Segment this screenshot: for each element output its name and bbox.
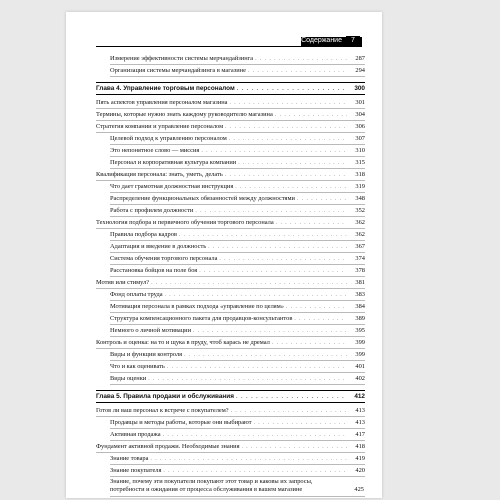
toc-entry-page: 399 [355,339,365,346]
toc-leader-dots [230,97,347,109]
toc-entry-title: Продавцы и методы работы, которые они выбирают [110,419,252,426]
toc-entry-title: Измерение эффективности системы мерчандайзинга [110,55,254,62]
toc-line [110,133,365,145]
toc-line [110,265,365,277]
toc-line [110,53,365,65]
toc-line [110,65,365,77]
toc-entry-title: Глава 5. Правила продажи и обслуживания [96,393,234,400]
toc-entry-title: Виды и функции контроля [110,351,183,358]
toc-line [110,417,365,429]
toc-entry-title: Знание покупателя [110,467,162,474]
toc-entry-page: 412 [354,393,365,400]
toc-entry[interactable] [66,349,382,361]
toc-entry[interactable] [66,289,382,301]
toc-leader-dots [225,169,347,181]
toc-leader-dots [193,325,347,337]
toc-line [110,325,365,337]
toc-line [96,109,365,121]
toc-entry-page: 413 [355,419,365,426]
toc-entry-title: Структура компенсационного пакета для продавцов-консультантов [110,315,293,322]
toc-line [96,391,365,403]
toc-entry-title: Активная продажа [110,431,161,438]
toc-leader-dots [163,429,347,441]
toc-entry[interactable] [66,109,382,121]
toc-line [96,83,365,95]
toc-leader-dots [201,145,347,157]
toc-entry-page: 413 [355,407,365,414]
toc-entry[interactable] [66,229,382,241]
toc-line [110,465,365,477]
toc-leader-dots [150,453,347,465]
toc-entry-title: Квалификация персонала: знать, уметь, делать [96,171,223,178]
toc-entry-title: Что и как оценивать [110,363,165,370]
toc-entry-title: Контроль и оценка: на то и щука в пруду, чтоб карась не дремал [96,339,270,346]
toc-entry[interactable] [66,253,382,265]
toc-entry[interactable] [66,465,382,477]
toc-leader-dots [165,289,347,301]
toc-entry[interactable] [66,301,382,313]
toc-entry-page: 418 [355,443,365,450]
toc-entry[interactable] [66,477,382,497]
toc-entry-page: 294 [355,67,365,74]
toc-entry-page: 348 [355,195,365,202]
running-header-title: Содержание [301,37,342,44]
toc-entry-title: Виды оценки [110,375,147,382]
toc-entry[interactable] [66,205,382,217]
toc-entry-page: 420 [355,467,365,474]
toc-entry-title: Система обучения торгового персонала [110,255,218,262]
toc-line [110,349,365,361]
toc-leader-dots [208,241,347,253]
toc-entry-title: Распределение функциональных обязанностей между должностями [110,195,295,202]
toc-leader-dots [229,133,347,145]
toc-entry[interactable] [66,429,382,441]
toc-entry[interactable] [66,313,382,325]
toc-line [110,453,365,465]
toc-entry[interactable] [66,453,382,465]
toc-line [110,205,365,217]
toc-line [96,217,365,229]
toc-entry-page: 319 [355,183,365,190]
toc-entry-title: Это непонятное слово — миссия [110,147,200,154]
toc-entry[interactable] [66,337,382,349]
toc-leader-dots [248,65,347,77]
toc-entry-title: Знание, почему эти покупатели покупают этот товар и каковы их запросы, потребности и ожидания от процесса обслуживания в вашем магазине [110,478,313,493]
toc-line [110,193,365,205]
toc-line [110,373,365,385]
toc-leader-dots [236,391,347,403]
toc-leader-dots [275,109,347,121]
toc-entry[interactable] [66,121,382,133]
toc-line [110,181,365,193]
toc-entry-page: 374 [355,255,365,262]
toc-entry-page: 399 [355,351,365,358]
toc-entry[interactable] [66,241,382,253]
toc-chapter[interactable] [66,83,382,95]
toc-entry-title: Стратегия компании и управление персоналом [96,123,224,130]
toc-chapter[interactable] [66,391,382,403]
toc-entry[interactable] [66,325,382,337]
page-number: 7 [346,36,360,46]
toc-entry-title: Правила подбора кадров [110,231,177,238]
toc-line [96,121,365,133]
toc-leader-dots [276,217,347,229]
toc-leader-dots [297,193,347,205]
toc-line [110,157,365,169]
toc-entry[interactable] [66,97,382,109]
toc-line [110,361,365,373]
toc-leader-dots [238,157,347,169]
toc-line [96,337,365,349]
toc-entry-page: 381 [355,279,365,286]
toc-entry-page: 352 [355,207,365,214]
toc-entry-page: 300 [354,85,365,92]
toc-entry-title: Знание товара [110,455,149,462]
toc-leader-dots [237,83,347,95]
toc-line [110,477,365,497]
toc-entry-title: Немного о личной мотивации [110,327,192,334]
toc-line [110,313,365,325]
toc-leader-dots [163,465,347,477]
toc-entry-page: 389 [355,315,365,322]
toc-entry[interactable] [66,65,382,77]
toc-leader-dots [225,121,347,133]
toc-entry-title: Мотив или стимул? [96,279,150,286]
toc-line [110,429,365,441]
toc-entry[interactable] [66,265,382,277]
table-of-contents [66,12,382,498]
toc-entry-page: 384 [355,303,365,310]
toc-entry-page: 401 [355,363,365,370]
toc-line [110,253,365,265]
toc-entry-title: Термины, которые нужно знать каждому руководителю магазина [96,111,273,118]
toc-leader-dots [286,301,347,313]
toc-leader-dots [255,53,347,65]
toc-entry-title: Работа с профилем должности [110,207,194,214]
toc-entry[interactable] [66,133,382,145]
toc-entry-page: 306 [355,123,365,130]
toc-line [96,277,365,289]
toc-entry-title: Персонал и корпоративная культура компании [110,159,237,166]
toc-leader-dots [231,405,347,417]
toc-leader-dots [242,441,347,453]
toc-entry-page: 362 [355,219,365,226]
toc-leader-dots [148,373,347,385]
toc-entry[interactable] [66,145,382,157]
toc-entry[interactable] [66,441,382,453]
toc-line [110,229,365,241]
toc-entry-title: Готов ли ваш персонал к встрече с покупателем? [96,407,229,414]
toc-entry[interactable] [66,277,382,289]
toc-entry[interactable] [66,157,382,169]
toc-entry-page: 315 [355,159,365,166]
toc-entry[interactable] [66,405,382,417]
toc-leader-dots [235,181,347,193]
toc-entry-page: 304 [355,111,365,118]
toc-entry-page: 425 [354,486,364,493]
toc-entry-title: Фонд оплаты труда [110,291,163,298]
toc-entry-page: 287 [355,55,365,62]
toc-entry-title: Целевой подход к управлению персоналом [110,135,227,142]
toc-entry[interactable] [66,217,382,229]
toc-leader-dots [219,253,347,265]
toc-line [110,289,365,301]
toc-entry[interactable] [66,193,382,205]
toc-leader-dots [195,205,347,217]
toc-entry[interactable] [66,417,382,429]
toc-entry[interactable] [66,181,382,193]
toc-entry-title: Фундамент активной продажи. Необходимые знания [96,443,240,450]
toc-entry-page: 362 [355,231,365,238]
toc-entry-page: 318 [355,171,365,178]
toc-entry-title: Пять аспектов управления персоналом магазина [96,99,228,106]
toc-entry-page: 419 [355,455,365,462]
toc-line [110,145,365,157]
toc-entry-title: Глава 4. Управление торговым персоналом [96,85,235,92]
toc-leader-dots [199,265,347,277]
toc-entry-page: 383 [355,291,365,298]
toc-entry-page: 378 [355,267,365,274]
toc-line [96,405,365,417]
toc-entry-page: 367 [355,243,365,250]
book-page [66,12,382,498]
toc-entry-title: Технология подбора и первичного обучения торгового персонала [96,219,274,226]
toc-entry-page: 402 [355,375,365,382]
toc-line [96,441,365,453]
toc-entry-title: Мотивация персонала в рамках подхода «управление по целям» [110,303,284,310]
toc-leader-dots [167,361,347,373]
toc-entry[interactable] [66,373,382,385]
toc-leader-dots [272,337,347,349]
toc-line [110,301,365,313]
toc-entry-page: 301 [355,99,365,106]
toc-entry[interactable] [66,361,382,373]
toc-entry-title: Расстановка бойцов на поле боя [110,267,198,274]
toc-line [96,97,365,109]
toc-line [96,169,365,181]
toc-entry-title: Адаптация и введение в должность [110,243,207,250]
toc-leader-dots [184,349,347,361]
toc-line [110,241,365,253]
toc-entry-page: 395 [355,327,365,334]
toc-entry-title: Что дает грамотная должностная инструкция [110,183,234,190]
toc-leader-dots [151,277,347,289]
toc-entry-page: 307 [355,135,365,142]
toc-entry-page: 417 [355,431,365,438]
toc-entry-title: Организация системы мерчандайзинга в магазине [110,67,246,74]
toc-entry[interactable] [66,53,382,65]
toc-entry[interactable] [66,169,382,181]
toc-entry-page: 310 [355,147,365,154]
toc-leader-dots [294,313,347,325]
toc-leader-dots [179,229,347,241]
toc-leader-dots [254,417,347,429]
